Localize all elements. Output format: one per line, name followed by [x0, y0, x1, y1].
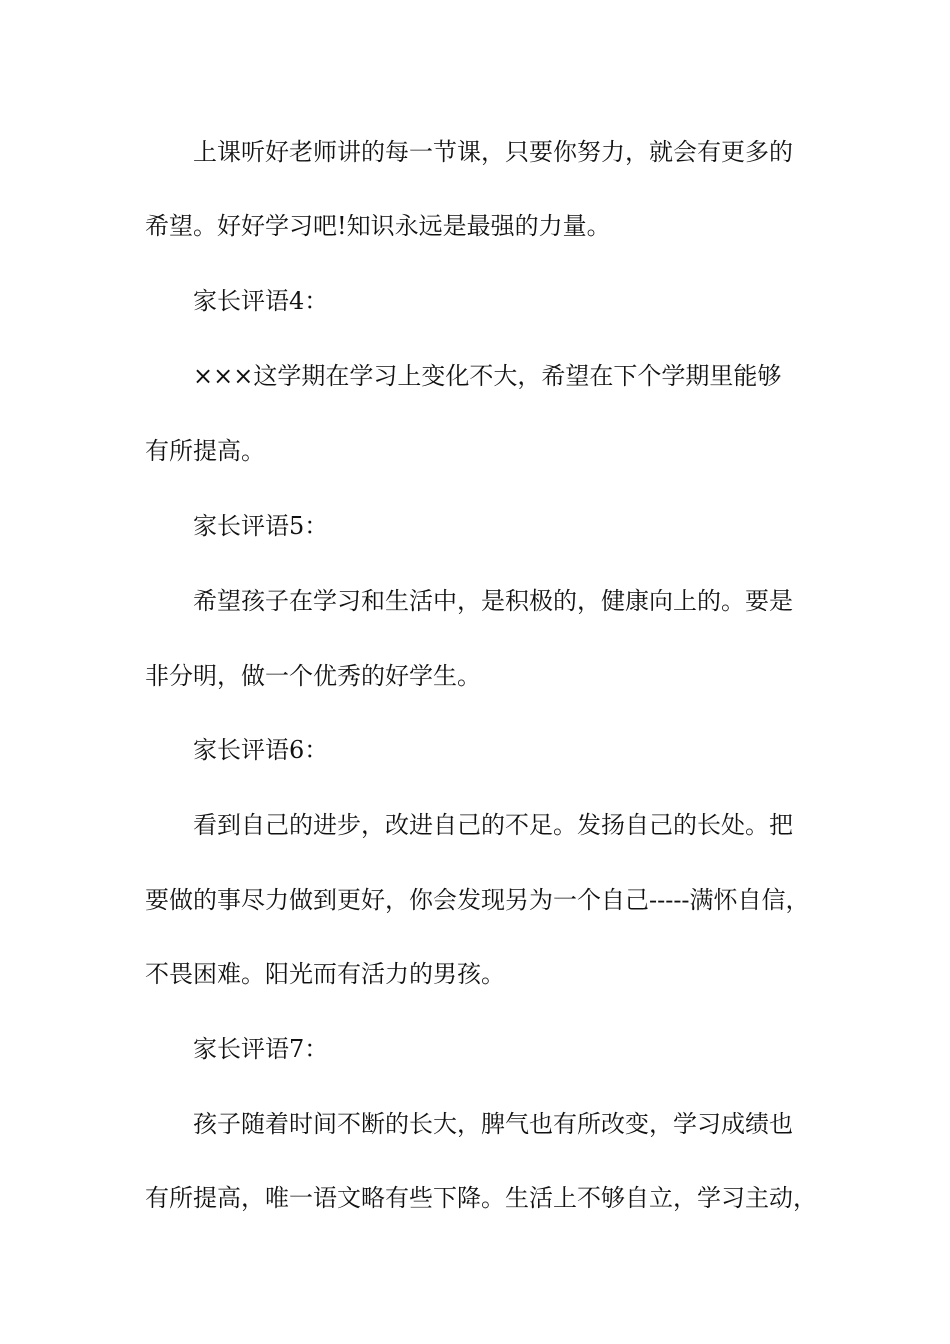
paragraph-line: ×××这学期在学习上变化不大，希望在下个学期里能够 — [193, 362, 782, 390]
paragraph-line: 要做的事尽力做到更好，你会发现另为一个自己-----满怀自信， — [145, 886, 810, 914]
paragraph-line: 有所提高，唯一语文略有些下降。生活上不够自立，学习主动， — [145, 1184, 817, 1212]
section-heading: 家长评语7： — [193, 1035, 329, 1063]
paragraph-line: 孩子随着时间不断的长大，脾气也有所改变，学习成绩也 — [193, 1110, 793, 1138]
section-heading: 家长评语6： — [193, 736, 329, 764]
paragraph-line: 希望。好好学习吧!知识永远是最强的力量。 — [145, 212, 611, 240]
paragraph-line: 上课听好老师讲的每一节课，只要你努力，就会有更多的 — [193, 138, 793, 166]
paragraph-line: 有所提高。 — [145, 437, 265, 465]
section-heading: 家长评语5： — [193, 512, 329, 540]
paragraph-line: 非分明，做一个优秀的好学生。 — [145, 662, 481, 690]
section-heading: 家长评语4： — [193, 287, 329, 315]
paragraph-line: 不畏困难。阳光而有活力的男孩。 — [145, 960, 505, 988]
paragraph-line: 看到自己的进步，改进自己的不足。发扬自己的长处。把 — [193, 811, 793, 839]
paragraph-line: 希望孩子在学习和生活中，是积极的，健康向上的。要是 — [193, 587, 793, 615]
